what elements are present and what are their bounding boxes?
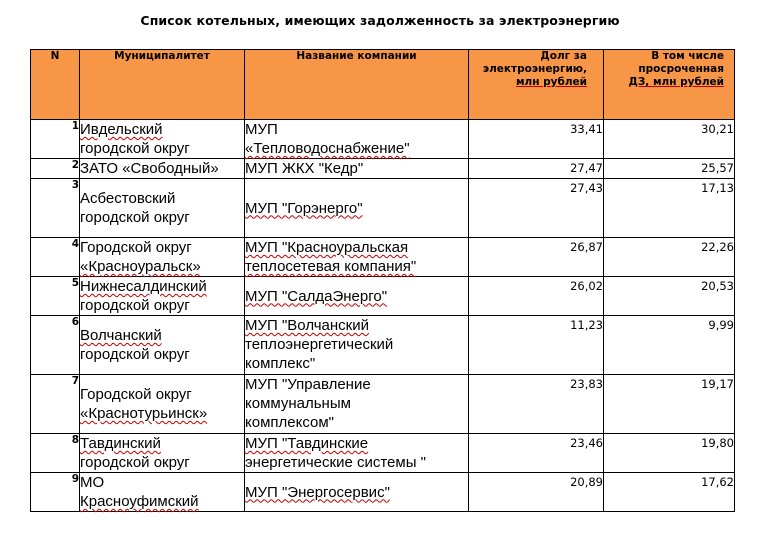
table-row	[31, 159, 735, 179]
overdue-cell: 22,26	[604, 238, 735, 277]
overdue-cell: 9,99	[604, 316, 735, 375]
company-cell: МУП ЖКХ "Кедр"	[245, 159, 469, 179]
header-overdue-line2: просроченная	[638, 63, 724, 75]
header-overdue-line1: В том числе	[651, 50, 724, 62]
table-row	[31, 238, 735, 277]
header-n: N	[31, 50, 80, 120]
row-number: 2	[31, 159, 80, 179]
overdue-cell: 19,80	[604, 434, 735, 473]
table-row	[31, 316, 735, 375]
municipality-cell: Ивдельский городской округ	[80, 120, 245, 159]
municipality-cell: Нижнесалдинский городской округ	[80, 277, 245, 316]
header-overdue-line3: ДЗ, млн рублей	[628, 76, 724, 88]
header-municipality: Муниципалитет	[80, 50, 245, 120]
debt-cell: 33,41	[469, 120, 604, 159]
municipality-cell: ЗАТО «Свободный»	[80, 159, 245, 179]
debt-cell: 26,87	[469, 238, 604, 277]
row-number: 5	[31, 277, 80, 316]
company-cell: МУП "Горэнерго"	[245, 179, 469, 238]
debt-cell: 27,43	[469, 179, 604, 238]
municipality-cell: Городской округ «Красноуральск»	[80, 238, 245, 277]
table-row	[31, 120, 735, 159]
company-cell: МУП «Тепловодоснабжение"	[245, 120, 469, 159]
page-title: Список котельных, имеющих задолженность за электроэнергию	[140, 13, 620, 28]
header-debt-line1: Долг за	[540, 50, 587, 62]
company-cell: МУП "Волчанский теплоэнергетический комплекс"	[245, 316, 469, 375]
row-number: 4	[31, 238, 80, 277]
header-debt-line2: электроэнергию,	[482, 63, 587, 75]
overdue-cell: 17,62	[604, 473, 735, 512]
company-cell: МУП "Тавдинские энергетические системы "	[245, 434, 469, 473]
table-row	[31, 277, 735, 316]
row-number: 1	[31, 120, 80, 159]
row-number: 8	[31, 434, 80, 473]
table-row	[31, 375, 735, 434]
municipality-cell: Волчанский городской округ	[80, 316, 245, 375]
overdue-cell: 20,53	[604, 277, 735, 316]
row-number: 7	[31, 375, 80, 434]
debt-table	[30, 49, 735, 512]
table-row	[31, 434, 735, 473]
company-cell: МУП "Управление коммунальным комплексом"	[245, 375, 469, 434]
overdue-cell: 19,17	[604, 375, 735, 434]
company-cell: МУП "СалдаЭнерго"	[245, 277, 469, 316]
debt-cell: 20,89	[469, 473, 604, 512]
municipality-cell: Тавдинский городской округ	[80, 434, 245, 473]
municipality-cell: МО Красноуфимский	[80, 473, 245, 512]
table-header-row	[31, 50, 735, 120]
overdue-cell: 25,57	[604, 159, 735, 179]
debt-cell: 23,46	[469, 434, 604, 473]
header-debt	[469, 50, 604, 120]
table-row	[31, 473, 735, 512]
overdue-cell: 17,13	[604, 179, 735, 238]
company-cell: МУП "Красноуральская теплосетевая компания"	[245, 238, 469, 277]
debt-cell: 11,23	[469, 316, 604, 375]
header-company: Название компании	[245, 50, 469, 120]
debt-cell: 26,02	[469, 277, 604, 316]
row-number: 3	[31, 179, 80, 238]
municipality-cell: Городской округ «Краснотурьинск»	[80, 375, 245, 434]
header-debt-line3: млн рублей	[515, 76, 587, 88]
table-body	[31, 120, 735, 512]
row-number: 6	[31, 316, 80, 375]
row-number: 9	[31, 473, 80, 512]
table-row	[31, 179, 735, 238]
debt-cell: 27,47	[469, 159, 604, 179]
municipality-cell: Асбестовский городской округ	[80, 179, 245, 238]
header-overdue	[604, 50, 735, 120]
overdue-cell: 30,21	[604, 120, 735, 159]
company-cell: МУП "Энергосервис"	[245, 473, 469, 512]
debt-cell: 23,83	[469, 375, 604, 434]
